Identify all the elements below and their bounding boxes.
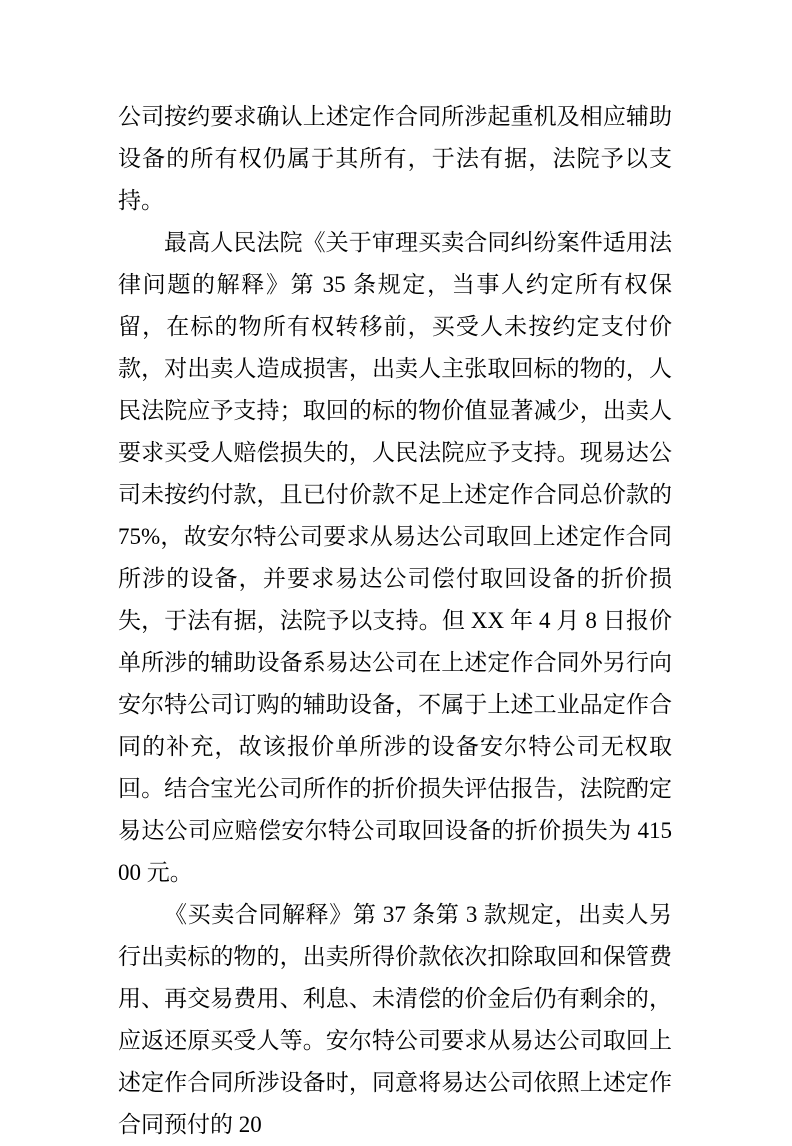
body-paragraph: 最高人民法院《关于审理买卖合同纠纷案件适用法律问题的解释》第 35 条规定，当事人约定所有权保留，在标的物所有权转移前，买受人未按约定支付价款，对出卖人造成损害，出卖人主张取回标的物的，人民法院应予支持；取回的标的物价值显著减少，出卖人要求买受人赔偿损失的，人民法院应予支持。现易达公司未按约付款，且已付价款不足上述定作合同总价款的 75%，故安尔特公司要求从易达公司取回上述定作合同所涉的设备，并要求易达公司偿付取回设备的折价损失，于法有据，法院予以支持。但 XX 年 4 月 8 日报价单所涉的辅助设备系易达公司在上述定作合同外另行向安尔特公司订购的辅助设备，不属于上述工业品定作合同的补充，故该报价单所涉的设备安尔特公司无权取回。结合宝光公司所作的折价损失评估报告，法院酌定易达公司应赔偿安尔特公司取回设备的折价损失为 41500 元。 [118,230,672,885]
body-paragraph: 《买卖合同解释》第 37 条第 3 款规定，出卖人另行出卖标的物的，出卖所得价款依次扣除取回和保管费用、再交易费用、利息、未清偿的价金后仍有剩余的，应返还原买受人等。安尔特公司要求从易达公司取回上述定作合同所涉设备时，同意将易达公司依照上述定作合同预付的 20 [118,902,672,1137]
body-paragraph: 公司按约要求确认上述定作合同所涉起重机及相应辅助设备的所有权仍属于其所有，于法有据，法院予以支持。 [118,104,672,213]
document-body [118,96,672,1146]
